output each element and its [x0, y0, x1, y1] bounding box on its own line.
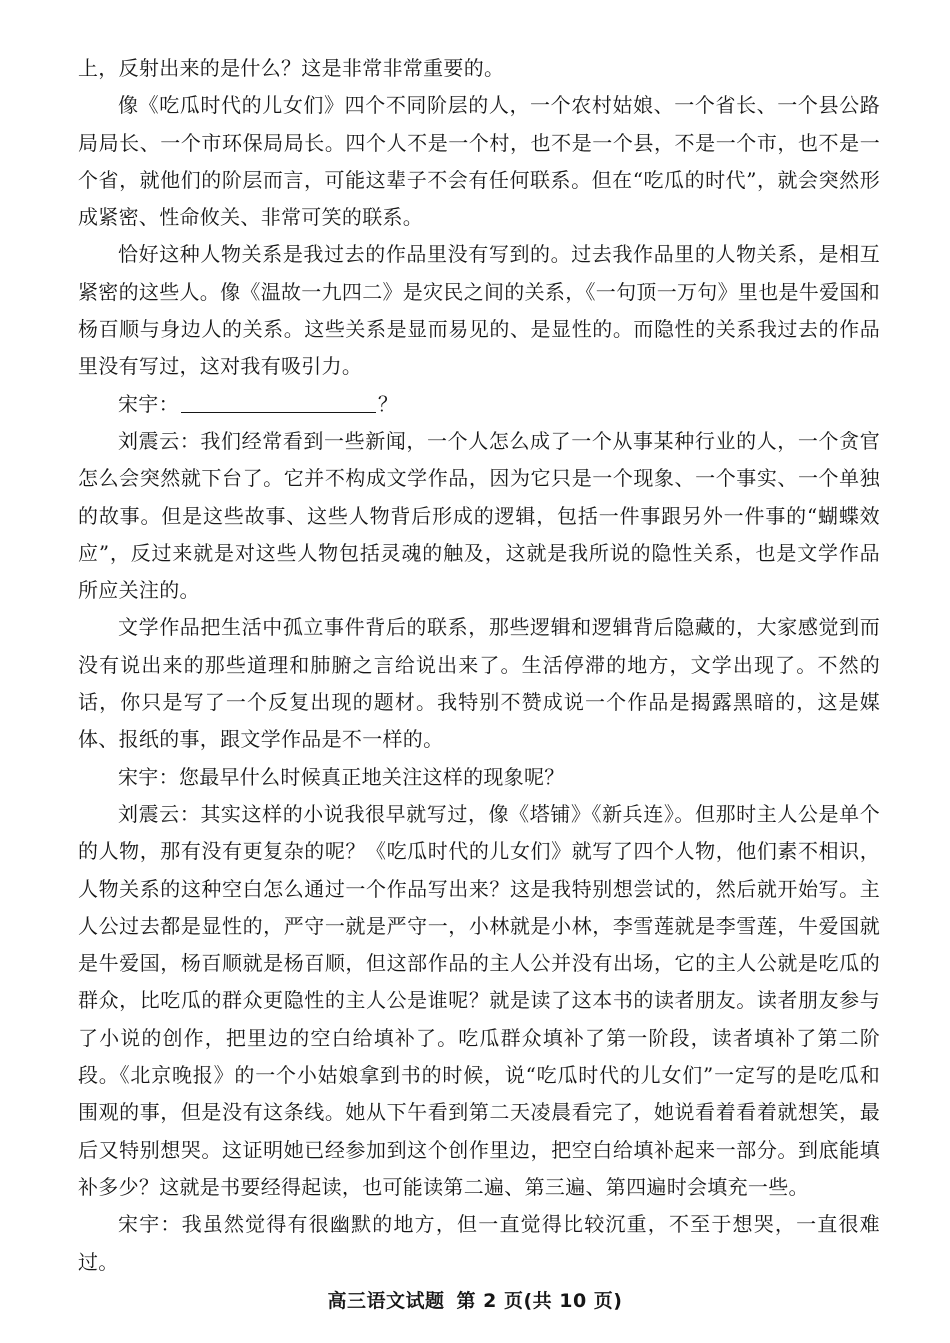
paragraph-hidden-relations: 恰好这种人物关系是我过去的作品里没有写到的。过去我作品里的人物关系，是相互紧密的这些人。像《温故一九四二》是灾民之间的关系，《一句顶一万句》里也是牛爱国和杨百顺与身边人的关系。这些关系是显而易见的、是显性的。而隐性的关系我过去的作品里没有写过，这对我有吸引力。: [78, 242, 880, 379]
paragraph-liu-early-works: 刘震云：其实这样的小说我很早就写过，像《塔铺》《新兵连》。但那时主人公是单个的人物，那有没有更复杂的呢？《吃瓜时代的儿女们》就写了四个人物，他们素不相识，人物关系的这种空白怎么通过一个作品写出来？这是我特别想尝试的，然后就开始写。主人公过去都是显性的，严守一就是严守一，小林就是小林，李雪莲就是李雪莲，牛爱国就是牛爱国，杨百顺就是杨百顺，但这部作品的主人公并没有出场，它的主人公就是吃瓜的群众，比吃瓜的群众更隐性的主人公是谁呢？就是读了这本书的读者朋友。读者朋友参与了小说的创作，把里边的空白给填补了。吃瓜群众填补了第一阶段，读者填补了第二阶段。《北京晚报》的一个小姑娘拿到书的时候，说“吃瓜时代的儿女们”一定写的是吃瓜和围观的事，但是没有这条线。她从下午看到第二天凌晨看完了，她说看着看着就想笑，最后又特别想哭。这证明她已经参加到这个创作里边，把空白给填补起来一部分。到底能填补多少？这就是书要经得起读，也可能读第二遍、第三遍、第四遍时会填充一些。: [78, 801, 880, 1199]
document-body: [78, 50, 880, 1281]
paragraph-song-question: 宋宇：您最早什么时候真正地关注这样的现象呢？: [118, 764, 565, 789]
paragraph-literature-connections: 文学作品把生活中孤立事件背后的联系，那些逻辑和逻辑背后隐藏的，大家感觉到而没有说出来的那些道理和肺腑之言给说出来了。生活停滞的地方，文学出现了。不然的话，你只是写了一个反复出现的题材。我特别不赞成说一个作品是揭露黑暗的，这是媒体、报纸的事，跟文学作品是不一样的。: [78, 615, 880, 752]
fill-in-blank-question: [78, 386, 880, 423]
footer-page-number: 第 2 页(共 10 页): [456, 1290, 623, 1312]
footer-subject: 高三语文试题: [327, 1290, 445, 1312]
speaker-label: 宋宇：: [118, 391, 179, 416]
paragraph-chigua-classes: 像《吃瓜时代的儿女们》四个不同阶层的人，一个农村姑娘、一个省长、一个县公路局局长、一个市环保局局长。四个人不是一个村，也不是一个县，不是一个市，也不是一个省，就他们的阶层而言，可能这辈子不会有任何联系。但在“吃瓜的时代”，就会突然形成紧密、性命攸关、非常可笑的联系。: [78, 93, 880, 230]
question-mark: ？: [377, 391, 399, 416]
answer-blank-line: [181, 392, 376, 413]
page-footer: [0, 1286, 950, 1313]
paragraph-continuation: 上，反射出来的是什么？这是非常非常重要的。: [78, 56, 505, 80]
paragraph-song-closing: 宋宇：我虽然觉得有很幽默的地方，但一直觉得比较沉重，不至于想哭，一直很难过。: [78, 1212, 880, 1274]
paragraph-liu-news: 刘震云：我们经常看到一些新闻，一个人怎么成了一个从事某种行业的人，一个贪官怎么会突然就下台了。它并不构成文学作品，因为它只是一个现象、一个事实、一个单独的故事。但是这些故事、这些人物背后形成的逻辑，包括一件事跟另外一件事的“蝴蝶效应”，反过来就是对这些人物包括灵魂的触及，这就是我所说的隐性关系，也是文学作品所应关注的。: [78, 428, 880, 603]
